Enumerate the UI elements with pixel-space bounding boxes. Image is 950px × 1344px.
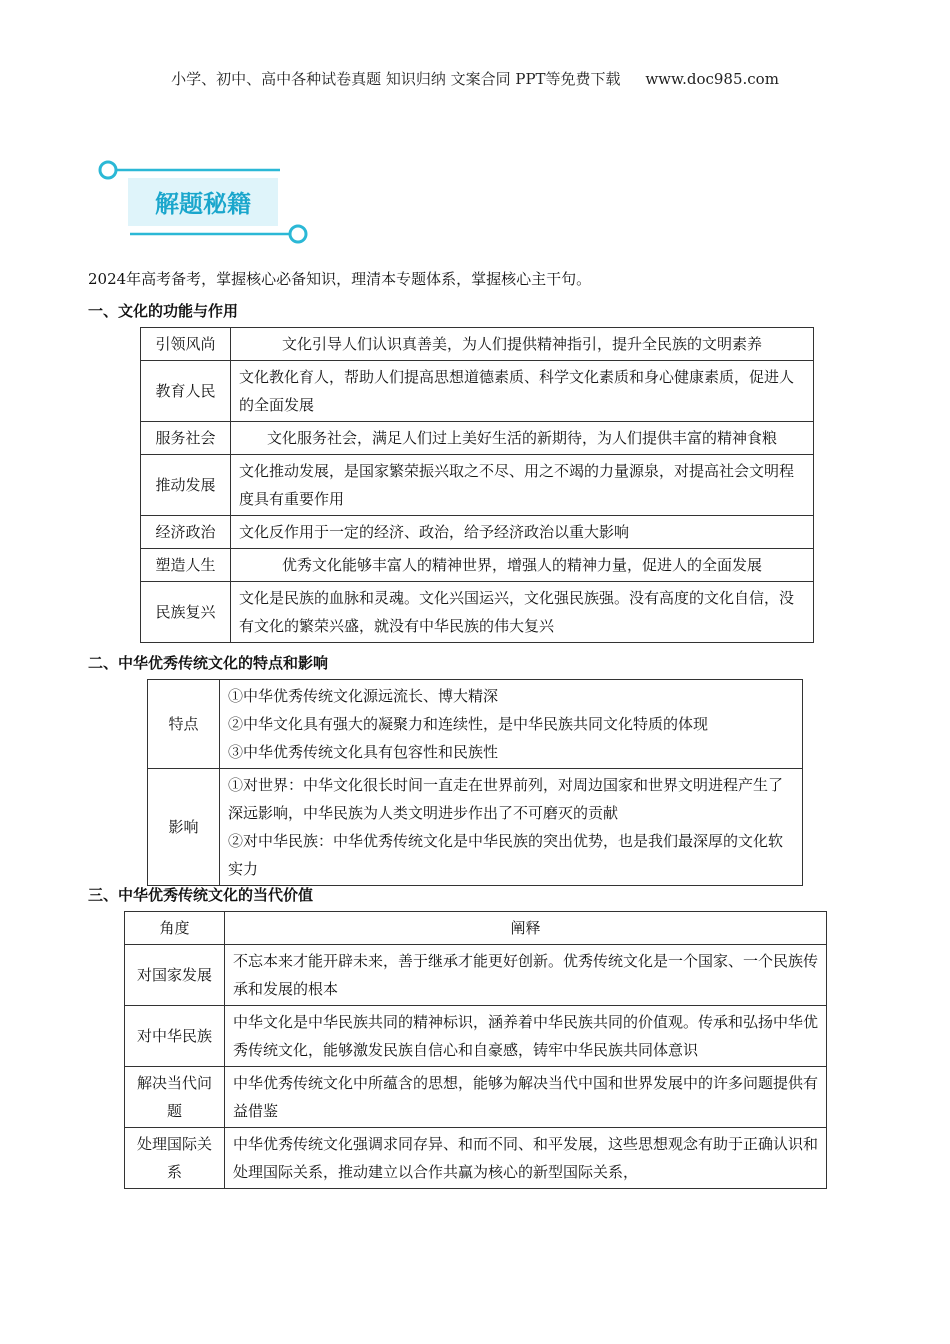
section1-heading: 一、文化的功能与作用 bbox=[88, 302, 239, 320]
row-value: 中华优秀传统文化强调求同存异、和而不同、和平发展，这些思想观念有助于正确认识和处理国际关系，推动建立以合作共赢为核心的新型国际关系， bbox=[225, 1128, 827, 1189]
row-value: 文化推动发展，是国家繁荣振兴取之不尽、用之不竭的力量源泉，对提高社会文明程度具有重要作用 bbox=[231, 455, 814, 516]
table-row bbox=[125, 1067, 827, 1128]
row-value bbox=[220, 769, 803, 886]
table-row bbox=[141, 422, 814, 455]
feature-item: ①中华优秀传统文化源远流长、博大精深 bbox=[228, 687, 499, 705]
table-row bbox=[141, 328, 814, 361]
row-value bbox=[220, 680, 803, 769]
row-key: 对中华民族 bbox=[125, 1006, 225, 1067]
table-row bbox=[125, 1128, 827, 1189]
row-value: 文化引导人们认识真善美，为人们提供精神指引，提升全民族的文明素养 bbox=[231, 328, 814, 361]
row-key: 特点 bbox=[148, 680, 220, 769]
column-header: 角度 bbox=[125, 912, 225, 945]
column-header: 阐释 bbox=[225, 912, 827, 945]
row-value: 优秀文化能够丰富人的精神世界，增强人的精神力量，促进人的全面发展 bbox=[231, 549, 814, 582]
section3-table bbox=[124, 911, 827, 1189]
row-value: 文化服务社会，满足人们过上美好生活的新期待，为人们提供丰富的精神食粮 bbox=[231, 422, 814, 455]
table-row bbox=[141, 361, 814, 422]
feature-item: ②中华文化具有强大的凝聚力和连续性，是中华民族共同文化特质的体现 bbox=[228, 715, 709, 733]
table-row bbox=[141, 549, 814, 582]
section2-table bbox=[147, 679, 803, 886]
row-value: 中华文化是中华民族共同的精神标识，涵养着中华民族共同的价值观。传承和弘扬中华优秀传统文化，能够激发民族自信心和自豪感，铸牢中华民族共同体意识 bbox=[225, 1006, 827, 1067]
row-key: 引领风尚 bbox=[141, 328, 231, 361]
banner-logo bbox=[90, 150, 320, 250]
row-key: 教育人民 bbox=[141, 361, 231, 422]
table-row bbox=[141, 516, 814, 549]
row-key: 推动发展 bbox=[141, 455, 231, 516]
header-text: 小学、初中、高中各种试卷真题 知识归纳 文案合同 PPT等免费下载 bbox=[171, 70, 621, 88]
row-value: 中华优秀传统文化中所蕴含的思想，能够为解决当代中国和世界发展中的许多问题提供有益借鉴 bbox=[225, 1067, 827, 1128]
row-key: 影响 bbox=[148, 769, 220, 886]
table-row bbox=[125, 1006, 827, 1067]
row-value: 文化是民族的血脉和灵魂。文化兴国运兴，文化强民族强。没有高度的文化自信，没有文化的繁荣兴盛，就没有中华民族的伟大复兴 bbox=[231, 582, 814, 643]
intro-text: 2024年高考备考，掌握核心必备知识，理清本专题体系，掌握核心主干句。 bbox=[88, 270, 592, 288]
row-value: 不忘本来才能开辟未来，善于继承才能更好创新。优秀传统文化是一个国家、一个民族传承和发展的根本 bbox=[225, 945, 827, 1006]
row-key: 塑造人生 bbox=[141, 549, 231, 582]
row-key: 处理国际关系 bbox=[125, 1128, 225, 1189]
row-value: 文化反作用于一定的经济、政治，给予经济政治以重大影响 bbox=[231, 516, 814, 549]
row-key: 经济政治 bbox=[141, 516, 231, 549]
row-key: 对国家发展 bbox=[125, 945, 225, 1006]
table-row bbox=[141, 582, 814, 643]
feature-item: ③中华优秀传统文化具有包容性和民族性 bbox=[228, 743, 499, 761]
table-row bbox=[148, 680, 803, 769]
influence-item: ②对中华民族：中华优秀传统文化是中华民族的突出优势，也是我们最深厚的文化软实力 bbox=[228, 832, 784, 878]
section1-table bbox=[140, 327, 814, 643]
row-key: 解决当代问题 bbox=[125, 1067, 225, 1128]
section2-heading: 二、中华优秀传统文化的特点和影响 bbox=[88, 654, 329, 672]
table-row bbox=[141, 455, 814, 516]
table-row bbox=[125, 945, 827, 1006]
table-row bbox=[148, 769, 803, 886]
page-header bbox=[0, 68, 950, 89]
row-value: 文化教化育人，帮助人们提高思想道德素质、科学文化素质和身心健康素质，促进人的全面发展 bbox=[231, 361, 814, 422]
banner-title: 解题秘籍 bbox=[155, 190, 251, 218]
influence-item: ①对世界：中华文化很长时间一直走在世界前列，对周边国家和世界文明进程产生了深远影响，中华民族为人类文明进步作出了不可磨灭的贡献 bbox=[228, 776, 784, 822]
header-site: www.doc985.com bbox=[645, 70, 779, 88]
row-key: 服务社会 bbox=[141, 422, 231, 455]
table-header-row bbox=[125, 912, 827, 945]
section3-heading: 三、中华优秀传统文化的当代价值 bbox=[88, 886, 314, 904]
row-key: 民族复兴 bbox=[141, 582, 231, 643]
